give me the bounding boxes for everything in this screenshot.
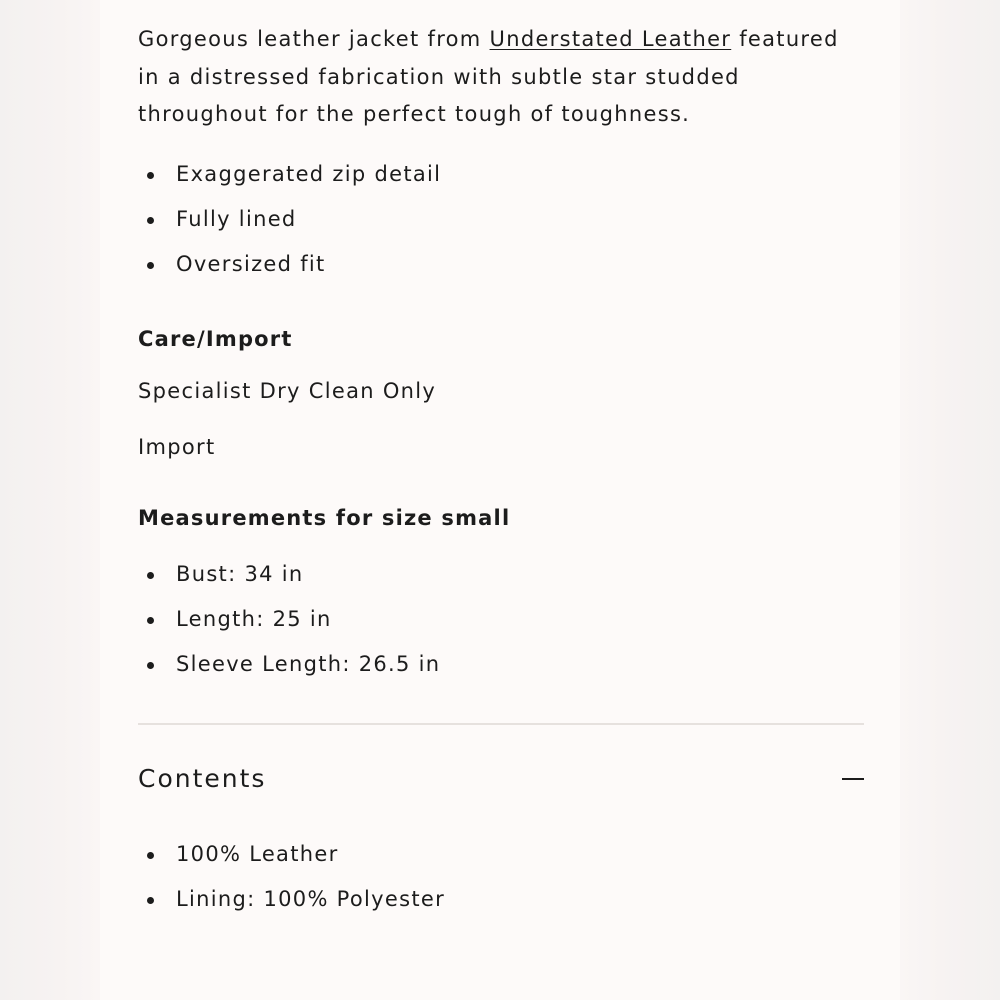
- care-heading: Care/Import: [138, 327, 293, 351]
- care-line: Import: [138, 435, 216, 459]
- list-item: Exaggerated zip detail: [138, 152, 441, 197]
- list-item: Length: 25 in: [138, 597, 440, 642]
- contents-title: Contents: [138, 764, 267, 793]
- measurements-list: [138, 552, 440, 687]
- list-item: Sleeve Length: 26.5 in: [138, 642, 440, 687]
- list-item: 100% Leather: [138, 832, 445, 877]
- minus-icon[interactable]: [842, 778, 864, 780]
- product-description: [138, 21, 864, 134]
- list-item: Bust: 34 in: [138, 552, 440, 597]
- list-item: Lining: 100% Polyester: [138, 877, 445, 922]
- contents-accordion-toggle[interactable]: [138, 752, 864, 806]
- list-item: Fully lined: [138, 197, 441, 242]
- description-text-after: featured in a distressed fabrication with subtle star studded throughout for the perfect tough of toughness.: [138, 27, 839, 126]
- care-line: Specialist Dry Clean Only: [138, 379, 437, 403]
- section-divider: [138, 723, 864, 725]
- feature-list: [138, 152, 441, 287]
- description-text-before: Gorgeous leather jacket from: [138, 27, 490, 51]
- contents-list: [138, 832, 445, 922]
- product-details-panel: [100, 0, 900, 1000]
- brand-link[interactable]: Understated Leather: [489, 27, 732, 51]
- list-item: Oversized fit: [138, 242, 441, 287]
- background-left: [0, 0, 100, 1000]
- background-right: [900, 0, 1000, 1000]
- measurements-heading: Measurements for size small: [138, 506, 511, 530]
